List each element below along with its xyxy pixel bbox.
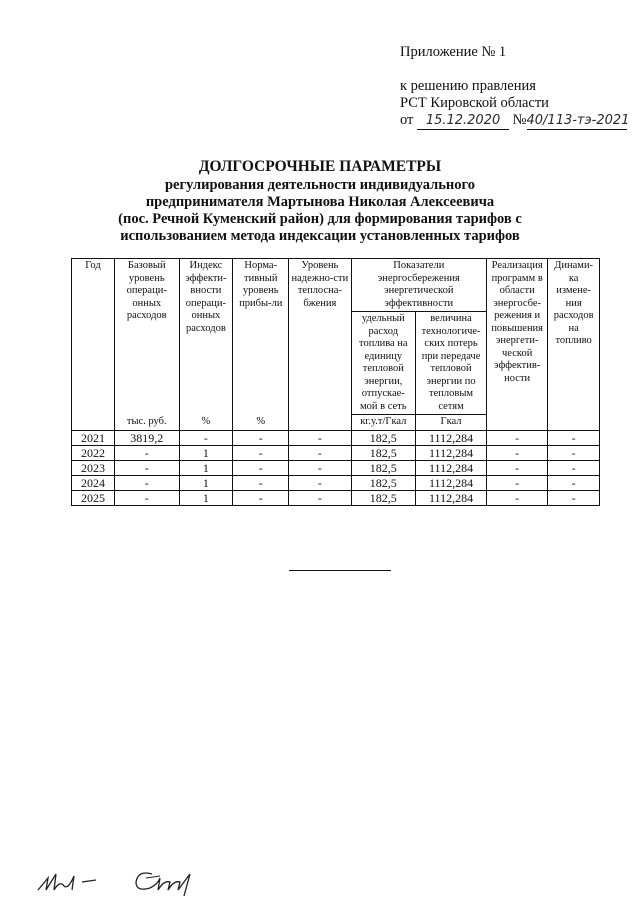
cell-fuel: 182,5 [351,490,416,505]
cell-year: 2023 [72,460,115,475]
cell-programs: - [487,460,548,475]
table-header-row [72,259,600,312]
cell-index: 1 [179,490,233,505]
end-divider [289,570,391,571]
title-line-2: предпринимателя Мартынова Николая Алексеевича [145,194,495,210]
table-row [72,445,600,460]
unit-dynamics [548,415,600,431]
cell-losses: 1112,284 [416,430,487,445]
cell-programs: - [487,430,548,445]
decision-line-2: РСТ Кировской области [400,95,549,111]
cell-index: 1 [179,475,233,490]
cell-reliability: - [289,490,351,505]
table-units-row [72,415,600,431]
handwritten-date: 15.12.2020 [417,112,509,130]
cell-losses: 1112,284 [416,475,487,490]
handwritten-number: 40/113-тэ-2021 [526,113,630,128]
cell-base: - [115,475,180,490]
decision-line-1: к решению правления [400,78,536,94]
cell-reliability: - [289,475,351,490]
unit-year [72,415,115,431]
title-line-1: регулирования деятельности индивидуального [164,177,476,193]
cell-reliability: - [289,430,351,445]
number-prefix: № [512,112,527,128]
cell-programs: - [487,490,548,505]
date-prefix: от [400,112,414,128]
cell-losses: 1112,284 [416,445,487,460]
header-energy-group: Показатели энергосбережения энергетической эффективности [351,259,486,312]
cell-dynamics: - [548,445,600,460]
title-line-4: использованием метода индексации установленных тарифов [120,228,520,244]
table-row [72,490,600,505]
unit-index: % [179,415,233,431]
appendix-header [400,44,630,130]
header-fuel: удельный расход топлива на единицу тепловой энергии, отпускае-мой в сеть [351,312,416,415]
unit-norm: % [233,415,289,431]
cell-year: 2025 [72,490,115,505]
cell-programs: - [487,475,548,490]
cell-norm: - [233,475,289,490]
cell-reliability: - [289,460,351,475]
cell-fuel: 182,5 [351,460,416,475]
cell-fuel: 182,5 [351,445,416,460]
cell-reliability: - [289,445,351,460]
cell-base: - [115,490,180,505]
cell-norm: - [233,445,289,460]
header-programs: Реализация программ в области энергосбе-режения и повышения энергети-ческой эффектив-ности [487,259,548,415]
cell-year: 2022 [72,445,115,460]
title-line-3: (пос. Речной Куменский район) для формирования тарифов с [118,211,522,227]
cell-dynamics: - [548,460,600,475]
cell-index: 1 [179,460,233,475]
unit-programs [487,415,548,431]
unit-fuel: кг.у.т/Гкал [351,415,416,431]
cell-losses: 1112,284 [416,460,487,475]
cell-norm: - [233,430,289,445]
unit-base: тыс. руб. [115,415,180,431]
header-losses: величина технологиче-ских потерь при передаче тепловой энергии по тепловым сетям [416,312,487,415]
cell-year: 2024 [72,475,115,490]
cell-index: - [179,430,233,445]
cell-losses: 1112,284 [416,490,487,505]
cell-dynamics: - [548,490,600,505]
header-index: Индекс эффекти-вности операци-онных расходов [179,259,233,415]
header-norm: Норма-тивный уровень прибы-ли [233,259,289,415]
parameters-table [71,258,600,506]
cell-norm: - [233,460,289,475]
cell-fuel: 182,5 [351,430,416,445]
cell-dynamics: - [548,430,600,445]
cell-base: - [115,445,180,460]
cell-programs: - [487,445,548,460]
header-base: Базовый уровень операци-онных расходов [115,259,180,415]
table-row [72,475,600,490]
unit-losses: Гкал [416,415,487,431]
signature [34,860,234,900]
cell-year: 2021 [72,430,115,445]
cell-index: 1 [179,445,233,460]
decision-date-line [400,112,630,130]
appendix-label: Приложение № 1 [400,44,507,60]
cell-fuel: 182,5 [351,475,416,490]
table-row [72,430,600,445]
document-title [0,158,640,245]
cell-base: 3819,2 [115,430,180,445]
header-year: Год [72,259,115,415]
cell-base: - [115,460,180,475]
cell-dynamics: - [548,475,600,490]
header-dynamics: Динами-ка измене-ния расходов на топливо [548,259,600,415]
table-row [72,460,600,475]
cell-norm: - [233,490,289,505]
header-reliability: Уровень надежно-сти теплосна-бжения [289,259,351,415]
unit-reliability [289,415,351,431]
title-main: ДОЛГОСРОЧНЫЕ ПАРАМЕТРЫ [198,158,442,175]
